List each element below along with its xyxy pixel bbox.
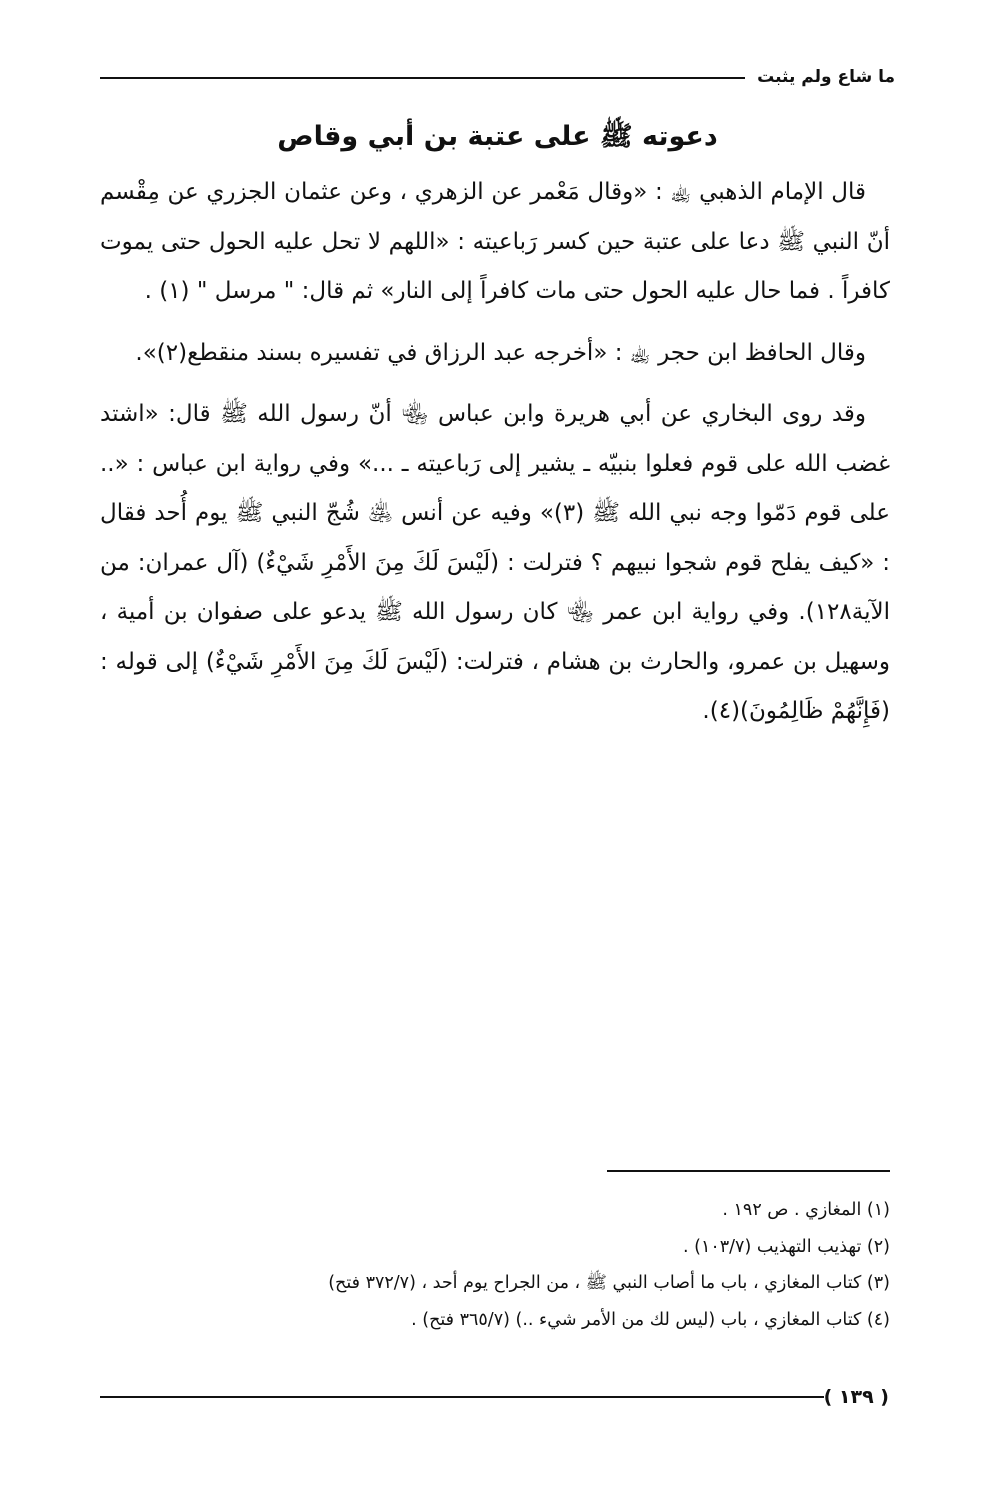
footnote: (١) المغازي . ص ١٩٢ . (722, 1200, 890, 1220)
section-heading: دعوته ﷺ على عتبة بن أبي وقاص (277, 121, 718, 152)
paragraph: وقال الحافظ ابن حجر ﵀ : «أخرجه عبد الرزاق في تفسيره بسند منقطع(٢)». (135, 339, 866, 366)
footnotes (100, 1192, 890, 1338)
header-rule (100, 77, 745, 79)
footer-rule (100, 1396, 824, 1398)
footnote: (٣) كتاب المغازي ، باب ما أصاب النبي ﷺ ، من الجراح يوم أحد ، (٣٧٢/٧ فتح) (328, 1273, 890, 1293)
footnote: (٢) تهذيب التهذيب (١٠٣/٧) . (683, 1236, 890, 1257)
footnote: (٤) كتاب المغازي ، باب (ليس لك من الأمر شيء ..) (٣٦٥/٧ فتح) . (411, 1309, 890, 1330)
page-footer (100, 1382, 895, 1412)
page-number: ( ١٣٩ ) (823, 1386, 889, 1408)
running-header (100, 62, 895, 92)
body-text (100, 168, 890, 749)
paragraph: وقد روى البخاري عن أبي هريرة وابن عباس ﵄ أنّ رسول الله ﷺ قال: «اشتد غضب الله على قوم فعلوا بنبيّه ـ يشير إلى رَباعيته ـ ...» وفي رواية ابن عباس : «.. على قوم دَمّوا وجه نبي الله ﷺ (٣)» وفيه عن أنس ﵁ شُجّ النبي ﷺ يوم أُحد فقال : «كيف يفلح قوم شجوا نبيهم ؟ فترلت : (لَيْسَ لَكَ مِنَ الأَمْرِ شَيْءٌ) (آل عمران: من الآية١٢٨). وفي رواية ابن عمر ﵄ كان رسول الله ﷺ يدعو على صفوان بن أمية ، وسهيل بن عمرو، والحارث بن هشام ، فترلت: (لَيْسَ لَكَ مِنَ الأَمْرِ شَيْءٌ) إلى قوله : (فَإِنَّهُمْ ظَالِمُونَ)(٤). (100, 401, 890, 724)
paragraph: قال الإمام الذهبي ﵀ : «وقال مَعْمر عن الزهري ، وعن عثمان الجزري عن مِقْسم أنّ النبي ﷺ دعا على عتبة حين كسر رَباعيته : «اللهم لا تحل عليه الحول حتى يموت كافراً . فما حال عليه الحول حتى مات كافراً إلى النار» ثم قال: " مرسل " (١) . (100, 179, 890, 304)
running-title: ما شاع ولم يثبت (757, 67, 895, 87)
footnote-rule (607, 1170, 890, 1172)
